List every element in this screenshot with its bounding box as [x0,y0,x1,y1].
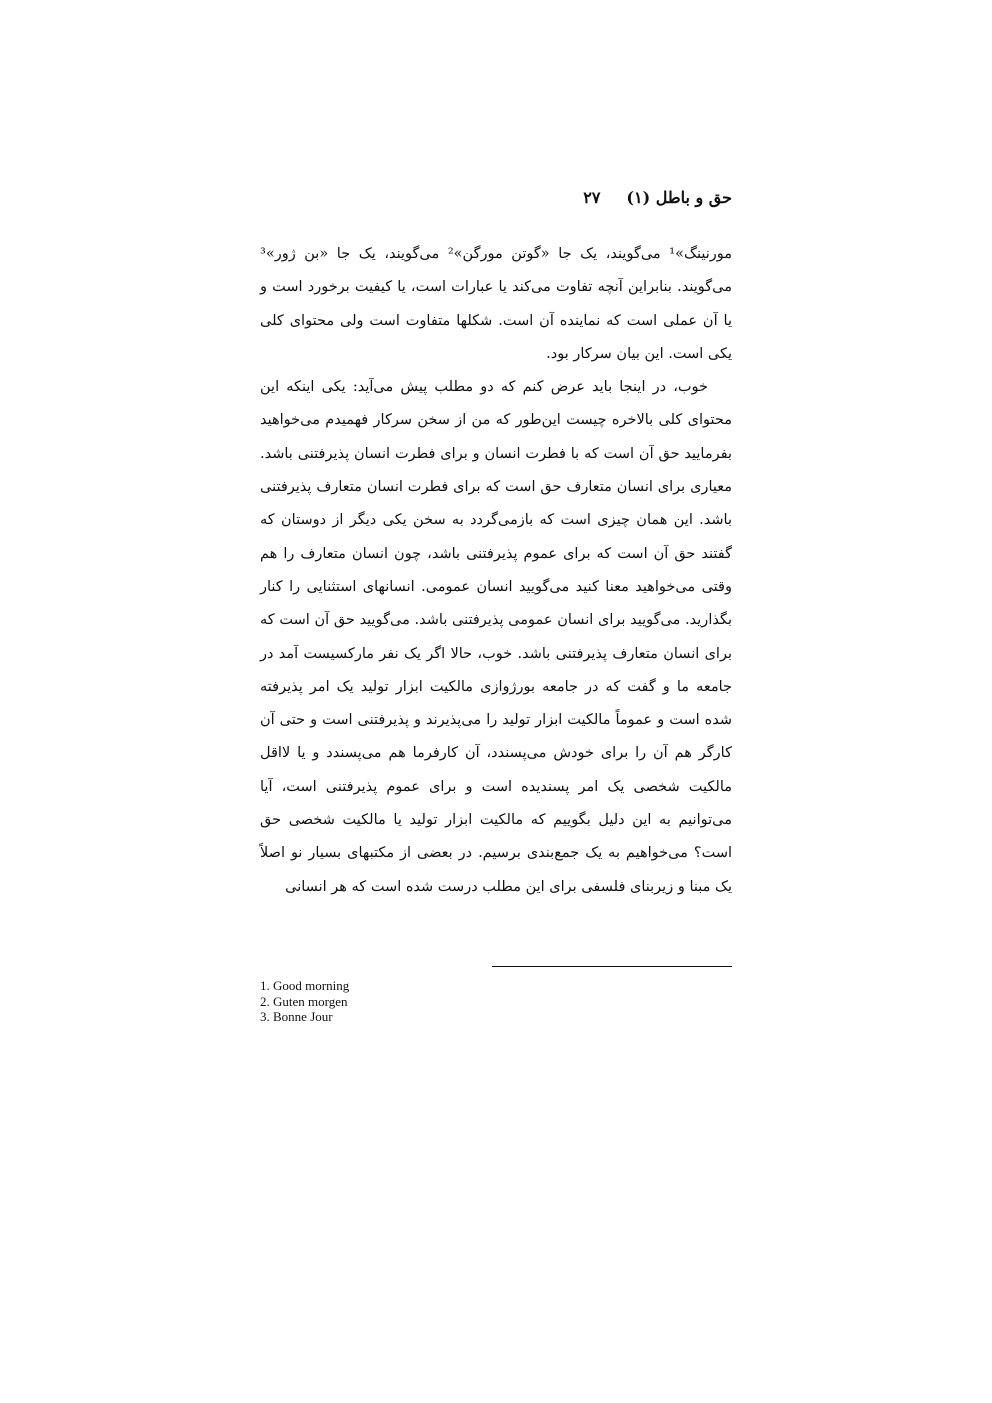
page-number: ۲۷ [583,188,601,207]
body-text [260,238,732,904]
paragraph: مورنینگ»¹ می‌گویند، یک جا «گوتن مورگن»² می‌گویند، یک جا «بن ژور»³ می‌گویند. بنابراین آنچه تفاوت می‌کند یا عبارات است، یا کیفیت برخورد است و یا آن عملی است که نماینده آن است. شکلها متفاوت است ولی محتوای کلی یکی است. این بیان سرکار بود. [260,246,732,362]
footnote: 3. Bonne Jour [260,1009,333,1024]
running-header [583,188,732,207]
footnote: 2. Guten morgen [260,993,348,1009]
chapter-title: حق و باطل (۱) [626,188,732,207]
footnote: 1. Good morning [260,978,350,993]
footnotes [260,978,349,1025]
footnote-divider [492,966,732,967]
paragraph: خوب، در اینجا باید عرض کنم که دو مطلب پیش می‌آید: یکی اینکه این محتوای کلی بالاخره چیست این‌طور که من از سخن سرکار فهمیدم می‌خواهید بفرمایید حق آن است که با فطرت انسان و برای فطرت انسان پذیرفتنی باشد. معیاری برای انسان متعارف حق است که برای فطرت انسان متعارف پذیرفتنی باشد. این همان چیزی است که بازمی‌گردد به سخن یکی دیگر از دوستان که گفتند حق آن است که برای عموم پذیرفتنی باشد، چون انسان متعارف را هم وقتی می‌خواهید معنا کنید می‌گویید انسان عمومی. انسانهای استثنایی را کنار بگذارید. می‌گویید برای انسان عمومی پذیرفتنی باشد. می‌گویید حق آن است که برای انسان متعارف پذیرفتنی باشد. خوب، حالا اگر یک نفر مارکسیست آمد در جامعه ما و گفت که در جامعه بورژوازی مالکیت ابزار تولید یک امر پذیرفته شده است و عموماً مالکیت ابزار تولید را می‌پذیرند و پذیرفتنی است و حتی آن کارگر هم آن را برای خودش می‌پسندد، آن کارفرما هم می‌پسندد و یا لااقل مالکیت شخصی یک امر پسندیده است و برای عموم پذیرفتنی است، آیا می‌توانیم به این دلیل بگوییم که مالکیت ابزار تولید یا مالکیت شخصی حق است؟ می‌خواهیم به یک جمع‌بندی برسیم. در بعضی از مکتبهای بسیار نو اصلاً یک مبنا و زیربنای فلسفی برای این مطلب درست شده است که هر انسانی [260,379,732,895]
